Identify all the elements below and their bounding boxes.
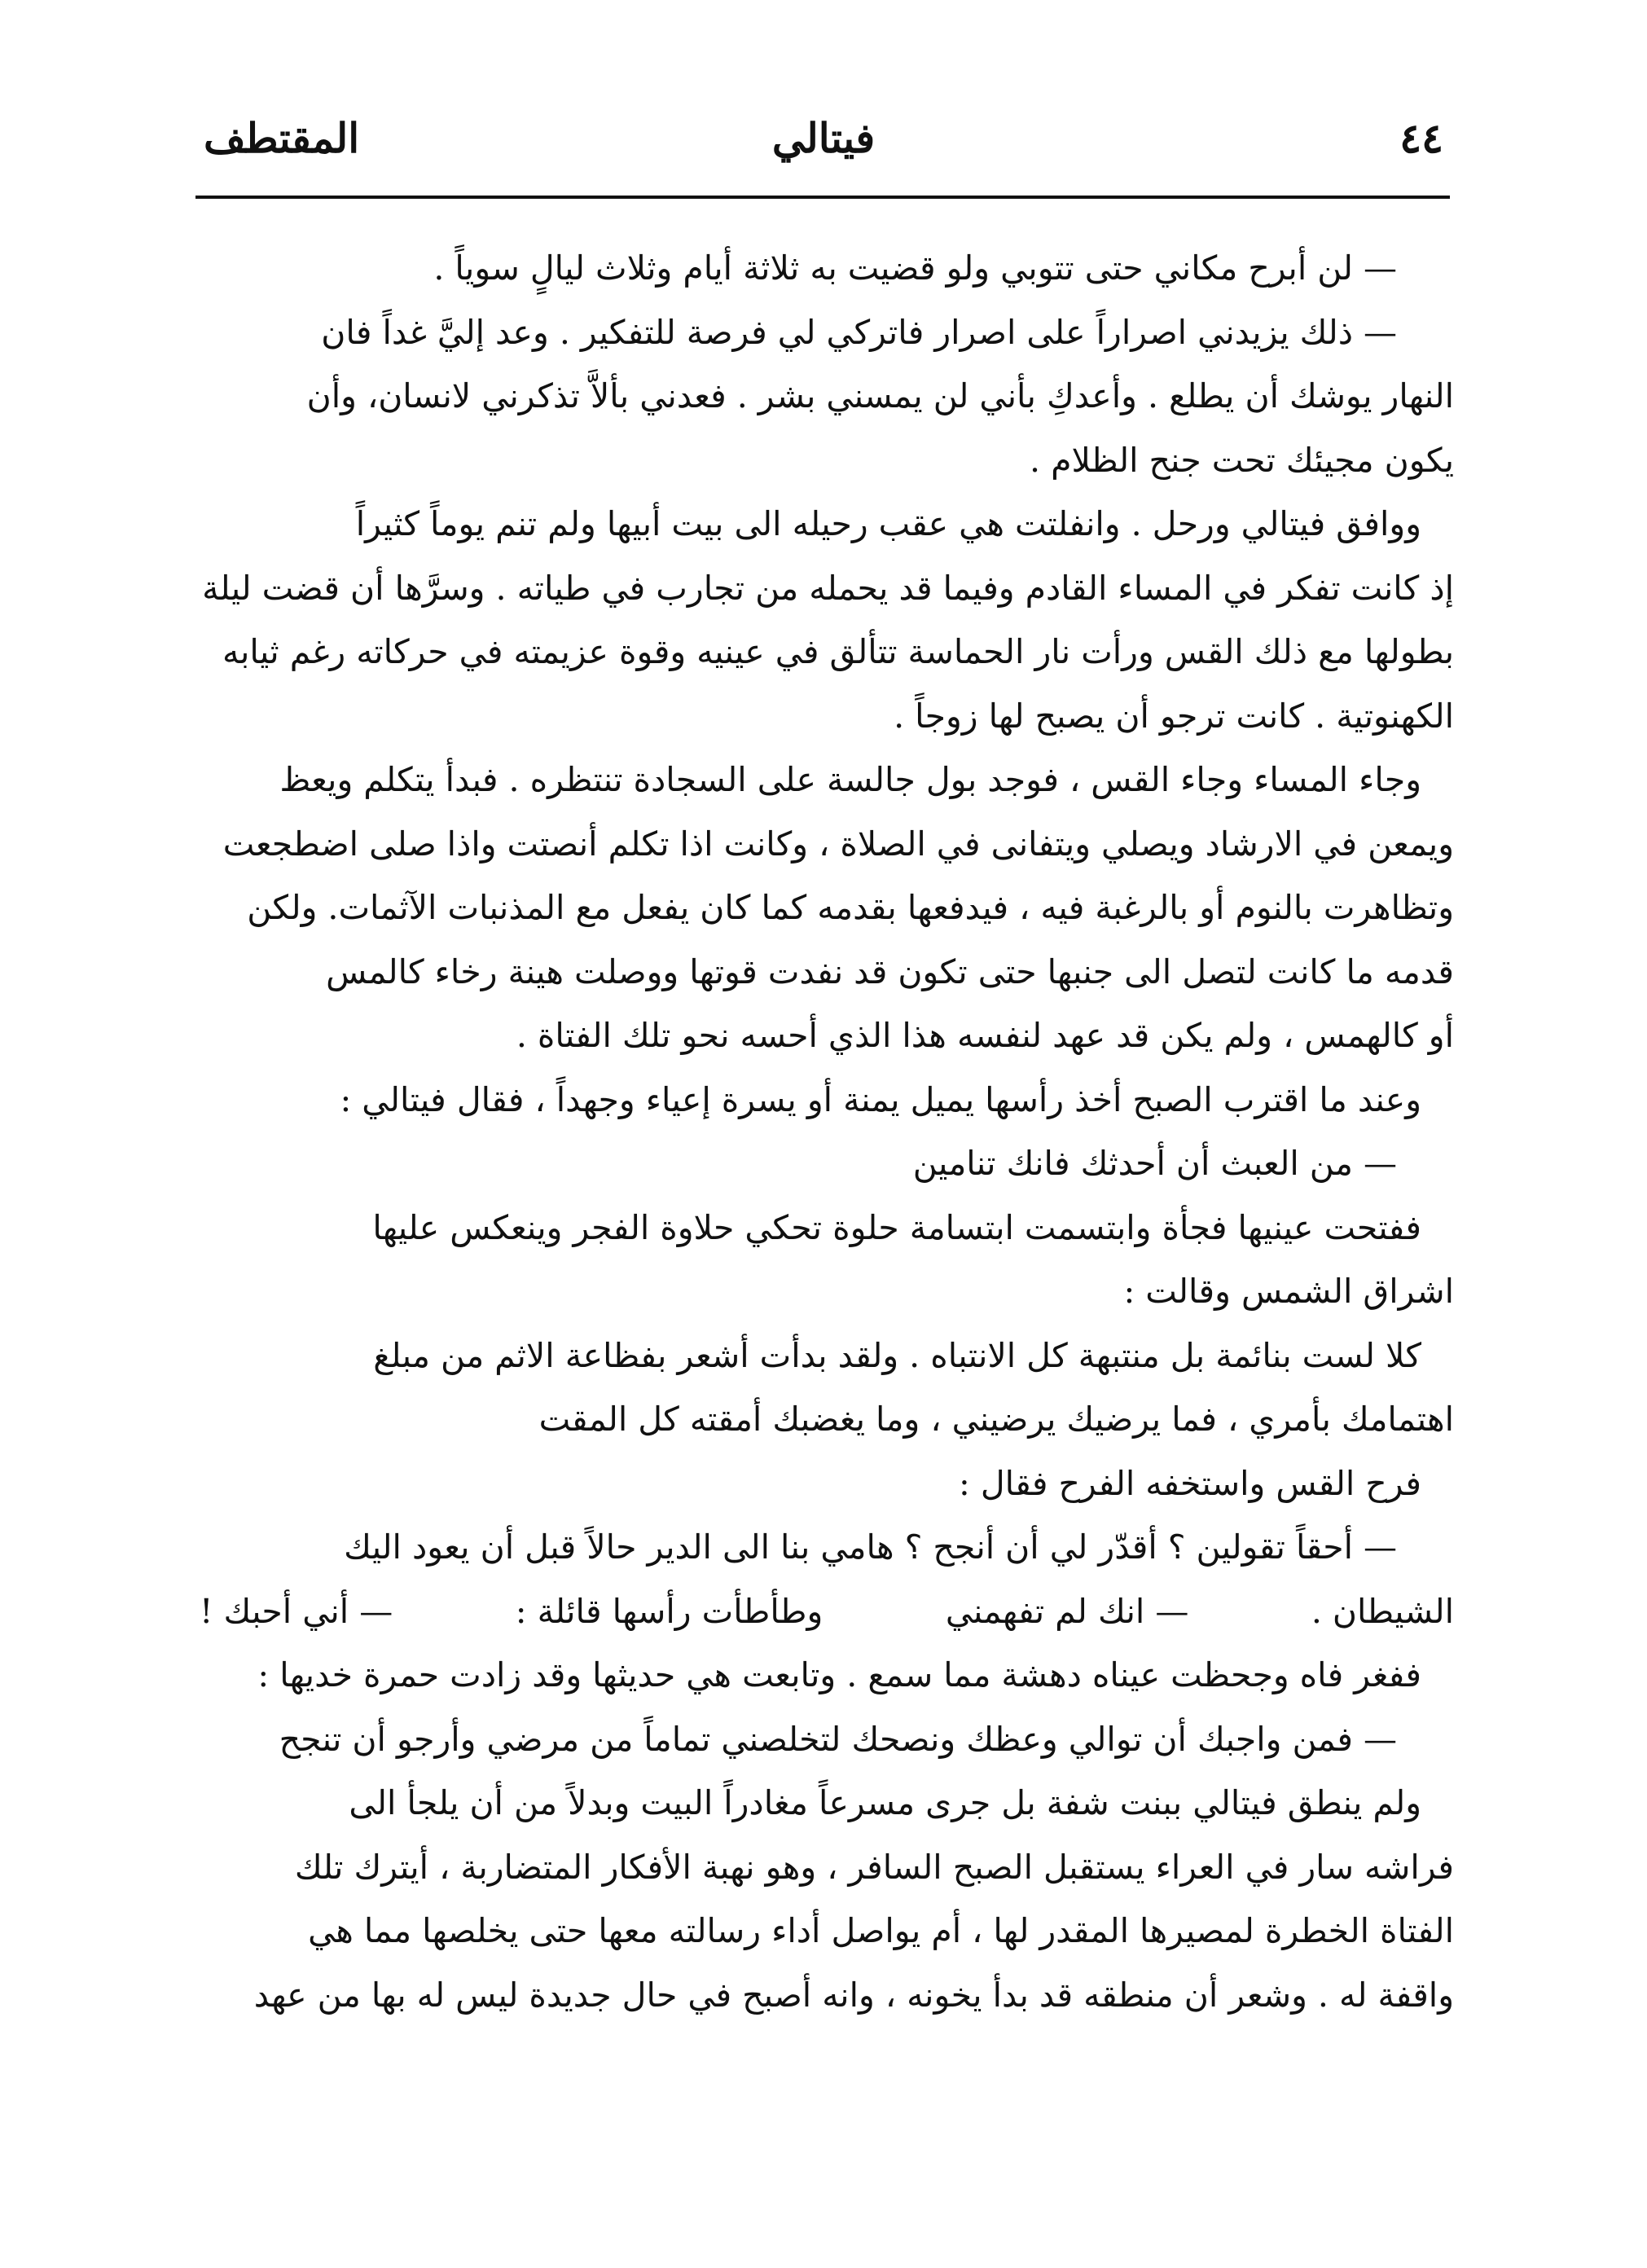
- text-line: — أحقاً تقولين ؟ أقدّر لي أن أنجح ؟ هامي بنا الى الدير حالاً قبل أن يعود اليك: [344, 1527, 1397, 1567]
- text-line: ففتحت عينيها فجأة وابتسمت ابتسامة حلوة تحكي حلاوة الفجر وينعكس عليها: [372, 1207, 1421, 1247]
- running-title: فيتالي: [771, 114, 876, 162]
- text-line: — ذلك يزيدني اصراراً على اصرار فاتركي لي فرصة للتفكير . وعد إليَّ غداً فان: [321, 312, 1397, 352]
- text-line: واقفة له . وشعر أن منطقه قد بدأ يخونه ، وانه أصبح في حال جديدة ليس له بها من عهد: [253, 1975, 1454, 2015]
- text-line: إذ كانت تفكر في المساء القادم وفيما قد يحمله من تجارب في طياته . وسرَّها أن قضت ليلة: [202, 568, 1454, 608]
- text-line: يكون مجيئك تحت جنح الظلام .: [1030, 440, 1454, 480]
- text-line: — فمن واجبك أن توالي وعظك ونصحك لتخلصني تماماً من مرضي وأرجو أن تنجح: [279, 1719, 1397, 1759]
- text-line: وجاء المساء وجاء القس ، فوجد بول جالسة على السجادة تنتظره . فبدأ يتكلم ويعظ: [279, 760, 1421, 799]
- text-line: فراشه سار في العراء يستقبل الصبح السافر ، وهو نهبة الأفكار المتضاربة ، أيترك تلك: [294, 1847, 1454, 1887]
- text-fragment: — أني أحبك !: [200, 1591, 393, 1631]
- text-fragment: الشيطان .: [1311, 1591, 1454, 1631]
- text-line: ففغر فاه وجحظت عيناه دهشة مما سمع . وتابعت هي حديثها وقد زادت حمرة خديها :: [257, 1655, 1421, 1694]
- text-line: الكهنوتية . كانت ترجو أن يصبح لها زوجاً .: [894, 696, 1454, 736]
- text-line: الفتاة الخطرة لمصيرها المقدر لها ، أم يواصل أداء رسالته معها حتى يخلصها مما هي: [308, 1911, 1454, 1950]
- text-line: بطولها مع ذلك القس ورأت نار الحماسة تتألق في عينيه وقوة عزيمته في حركاته رغم ثيابه: [222, 632, 1454, 671]
- text-line: ووافق فيتالي ورحل . وانفلتت هي عقب رحيله الى بيت أبيها ولم تنم يوماً كثيراً: [355, 504, 1421, 543]
- text-line: وعند ما اقترب الصبح أخذ رأسها يميل يمنة أو يسرة إعياء وجهداً ، فقال فيتالي :: [340, 1079, 1421, 1119]
- text-fragment: وطأطأت رأسها قائلة :: [515, 1591, 824, 1631]
- body-text: [200, 236, 1454, 2027]
- text-line: — لن أبرح مكاني حتى تتوبي ولو قضيت به ثلاثة أيام وثلاث ليالٍ سوياً .: [433, 248, 1397, 288]
- page-header: [204, 114, 1443, 179]
- page-number: ٤٤: [1399, 114, 1443, 162]
- text-line: أو كالهمس ، ولم يكن قد عهد لنفسه هذا الذي أحسه نحو تلك الفتاة .: [516, 1016, 1454, 1055]
- text-line: فرح القس واستخفه الفرح فقال :: [959, 1463, 1421, 1503]
- text-line: اشراق الشمس وقالت :: [1123, 1272, 1454, 1311]
- text-line: النهار يوشك أن يطلع . وأعدكِ بأني لن يمسني بشر . فعدني بألاَّ تذكرني لانسان، وأن: [306, 376, 1454, 415]
- text-line: ولم ينطق فيتالي ببنت شفة بل جرى مسرعاً مغادراً البيت وبدلاً من أن يلجأ الى: [349, 1783, 1421, 1822]
- text-fragment: — انك لم تفهمني: [945, 1591, 1189, 1631]
- text-line: قدمه ما كانت لتصل الى جنبها حتى تكون قد نفدت قوتها ووصلت هينة رخاء كالمس: [326, 952, 1454, 991]
- header-rule: [195, 196, 1450, 199]
- journal-name: المقتطف: [204, 114, 360, 162]
- text-line: — من العبث أن أحدثك فانك تنامين: [912, 1144, 1397, 1183]
- text-line: اهتمامك بأمري ، فما يرضيك يرضيني ، وما يغضبك أمقته كل المقت: [538, 1400, 1454, 1439]
- text-line: وتظاهرت بالنوم أو بالرغبة فيه ، فيدفعها بقدمه كما كان يفعل مع المذنبات الآثمات. ولكن: [247, 888, 1454, 927]
- text-line-split: [200, 1580, 1454, 1644]
- text-line: كلا لست بنائمة بل منتبهة كل الانتباه . ولقد بدأت أشعر بفظاعة الاثم من مبلغ: [373, 1335, 1421, 1375]
- text-line: ويمعن في الارشاد ويصلي ويتفانى في الصلاة ، وكانت اذا تكلم أنصتت واذا صلى اضطجعت: [222, 824, 1454, 864]
